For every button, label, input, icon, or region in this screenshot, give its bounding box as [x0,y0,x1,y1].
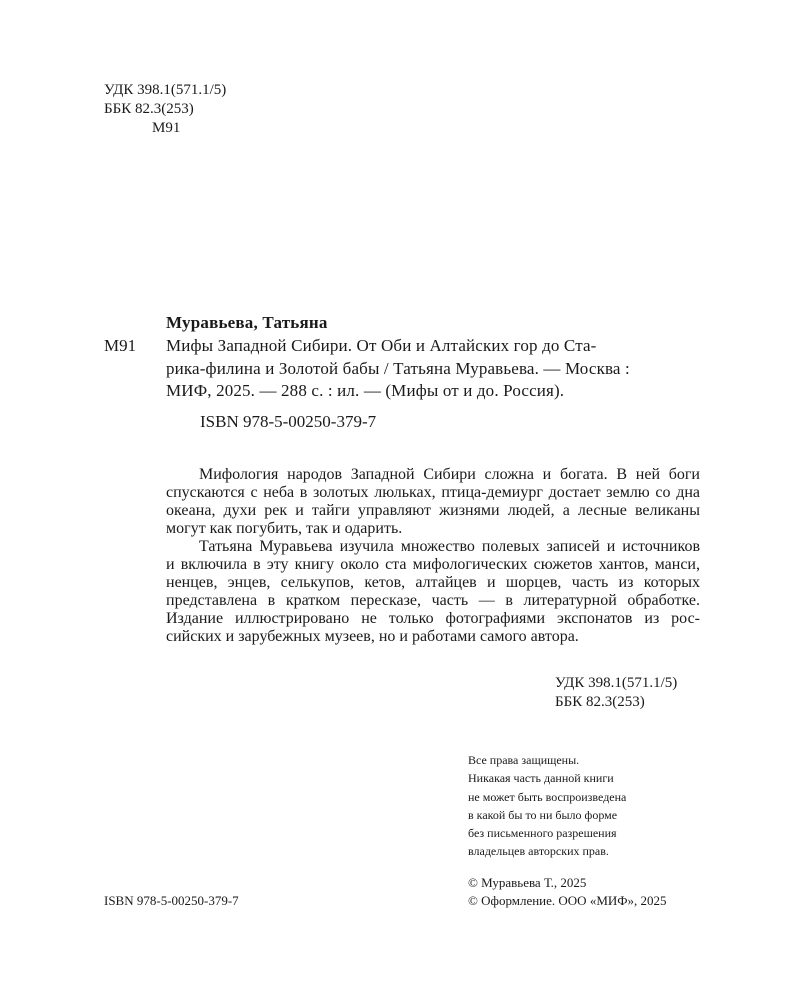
isbn-bottom: ISBN 978-5-00250-379-7 [104,893,239,908]
isbn-main: ISBN 978-5-00250-379-7 [200,412,377,431]
title-line: МИФ, 2025. — 288 с. : ил. — (Мифы от и до. Россия). [166,381,565,400]
author-mark-top: М91 [152,120,181,136]
author-name: Муравьева, Татьяна [166,313,328,332]
annotation-line: спускаются с неба в золотых люльках, птица-демиург достает землю со дна [166,484,700,501]
author-mark-side: М91 [104,336,137,355]
rights-line: владельцев авторских прав. [468,844,609,859]
copyright-design: © Оформление. ООО «МИФ», 2025 [468,893,667,908]
rights-line: Все права защищены. [468,753,580,767]
annotation-line: ненцев, энцев, селькупов, кетов, алтайцев и шорцев, часть из которых [166,574,700,591]
annotation-line: представлена в кратком пересказе, часть — в литературной обработке. [166,592,700,609]
annotation-line: Татьяна Муравьева изучила множество полевых записей и источников [199,538,700,555]
rights-line: в какой бы то ни было форме [468,807,618,822]
rights-line: не может быть воспроизведена [468,789,627,804]
udk-code-bottom: УДК 398.1(571.1/5) [555,675,678,691]
annotation-line: сийских и зарубежных музеев, но и работами самого автора. [166,628,579,645]
annotation-line: и включила в эту книгу около ста мифологических сюжетов хантов, манси, [166,556,700,573]
rights-line: без письменного разрешения [468,826,617,841]
annotation-line: могут как погубить, так и одарить. [166,520,403,537]
annotation-line: океана, духи рек и тайги управляют жизнями людей, а лесные великаны [166,502,700,519]
bbk-code-top: ББК 82.3(253) [104,101,194,117]
annotation [166,466,700,646]
title-line: рика-филина и Золотой бабы / Татьяна Муравьева. — Москва : [166,358,630,378]
rights-line: Никакая часть данной книги [468,771,614,786]
udk-code-top: УДК 398.1(571.1/5) [104,82,227,98]
title-line: Мифы Западной Сибири. От Оби и Алтайских гор до Ста- [166,336,597,355]
bibliographic-title [166,335,630,403]
copyright-author: © Муравьева Т., 2025 [468,875,587,890]
bbk-code-bottom: ББК 82.3(253) [555,694,645,710]
annotation-line: Мифология народов Западной Сибири сложна и богата. В ней боги [199,466,700,483]
rights-notice [468,751,626,861]
annotation-line: Издание иллюстрировано не только фотографиями экспонатов из рос- [166,610,700,627]
